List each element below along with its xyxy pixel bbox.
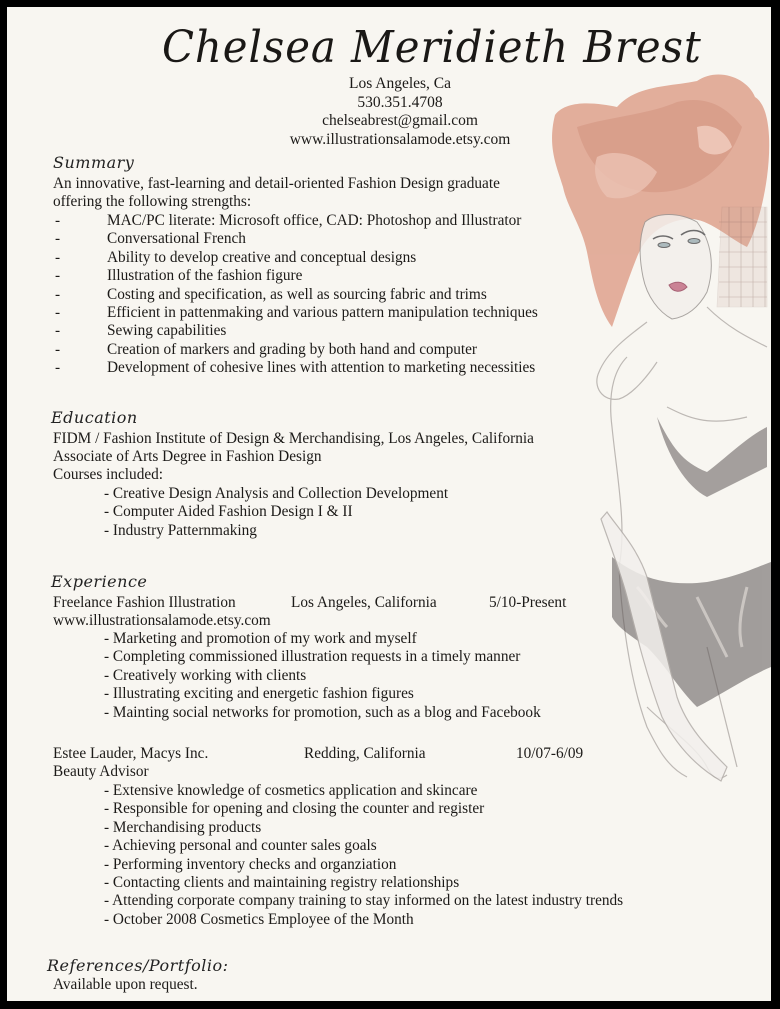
list-item: - Mainting social networks for promotion, such as a blog and Facebook — [104, 703, 541, 721]
job-1-website-link[interactable]: www.illustrationsalamode.etsy.com — [53, 612, 271, 629]
list-item: - Illustrating exciting and energetic fashion figures — [104, 685, 414, 703]
bullet-dash: - — [55, 340, 61, 358]
bullet-dash: - — [55, 248, 61, 266]
school-name: FIDM / Fashion Institute of Design & Merchandising, Los Angeles, California — [53, 430, 534, 447]
job-1-company: Freelance Fashion Illustration — [53, 594, 236, 611]
section-title-references: References/Portfolio: — [47, 956, 229, 975]
bullet-dash: - — [55, 212, 61, 229]
list-item: - Ability to develop creative and conceptual designs — [55, 248, 417, 266]
list-item: - Costing and specification, as well as sourcing fabric and trims — [55, 285, 487, 303]
list-item: - Efficient in pattenmaking and various pattern manipulation techniques — [55, 303, 538, 321]
list-item: - Sewing capabilities — [55, 322, 227, 340]
list-item: - MAC/PC literate: Microsoft office, CAD: Photoshop and Illustrator — [55, 212, 522, 229]
list-item: - Completing commissioned illustration requests in a timely manner — [104, 648, 521, 666]
section-title-experience: Experience — [51, 572, 148, 591]
courses-label: Courses included: — [53, 466, 164, 483]
bullet-dash: - — [55, 285, 61, 303]
list-item: - Marketing and promotion of my work and myself — [104, 630, 417, 647]
list-item: - Development of cohesive lines with attention to marketing necessities — [55, 359, 536, 377]
courses-list — [104, 485, 448, 540]
job-2-company: Estee Lauder, Macys Inc. — [53, 745, 209, 762]
list-item: - Creation of markers and grading by both hand and computer — [55, 340, 477, 358]
website-link[interactable]: www.illustrationsalamode.etsy.com — [289, 130, 511, 148]
list-item: - Extensive knowledge of cosmetics application and skincare — [104, 782, 478, 799]
list-item: - Merchandising products — [104, 818, 262, 836]
job-1-dates: 5/10-Present — [489, 594, 567, 611]
list-item: - Attending corporate company training to stay informed on the latest industry trends — [104, 892, 624, 910]
location: Los Angeles, Ca — [348, 75, 452, 92]
list-item: - Illustration of the fashion figure — [55, 267, 303, 285]
job-2-duties — [104, 782, 623, 929]
references-text: Available upon request. — [53, 976, 198, 993]
summary-intro-line-2: offering the following strengths: — [53, 193, 252, 210]
bullet-dash: - — [55, 322, 61, 340]
list-item: - Performing inventory checks and organziation — [104, 855, 397, 873]
job-2-dates: 10/07-6/09 — [516, 745, 584, 762]
lace-shorts — [612, 557, 771, 707]
body-outline — [597, 307, 767, 778]
veil-net — [717, 207, 767, 307]
arm — [601, 512, 727, 781]
list-item: - Responsible for opening and closing the counter and register — [104, 800, 485, 818]
bullet-dash: - — [55, 303, 61, 321]
job-1-location: Los Angeles, California — [291, 594, 437, 611]
lace-top — [657, 417, 767, 497]
list-item: - Creative Design Analysis and Collection Development — [104, 485, 449, 502]
bullet-dash: - — [55, 267, 61, 285]
job-1-duties — [104, 630, 541, 722]
resume-page — [7, 7, 771, 1001]
section-title-education: Education — [51, 408, 138, 427]
strengths-list — [55, 212, 575, 378]
degree: Associate of Arts Degree in Fashion Design — [53, 448, 322, 465]
phone: 530.351.4708 — [357, 93, 443, 111]
list-item: - Computer Aided Fashion Design I & II — [104, 503, 353, 521]
bullet-dash: - — [55, 230, 61, 248]
email-link[interactable]: chelseabrest@gmail.com — [322, 112, 478, 129]
list-item: - Creatively working with clients — [104, 666, 307, 684]
list-item: - Conversational French — [55, 230, 246, 248]
job-2-location: Redding, California — [304, 745, 426, 762]
applicant-name: Chelsea Meridieth Brest — [162, 22, 702, 73]
face — [640, 215, 711, 320]
bullet-dash: - — [55, 359, 61, 377]
hair-shape — [552, 74, 769, 327]
list-item: - Industry Patternmaking — [104, 521, 257, 539]
section-title-summary: Summary — [53, 153, 135, 172]
list-item: - October 2008 Cosmetics Employee of the Month — [104, 910, 414, 928]
job-2-title: Beauty Advisor — [53, 763, 149, 780]
list-item: - Contacting clients and maintaining registry relationships — [104, 873, 460, 891]
list-item: - Achieving personal and counter sales goals — [104, 837, 377, 855]
summary-intro-line-1: An innovative, fast-learning and detail-oriented Fashion Design graduate — [53, 175, 500, 192]
